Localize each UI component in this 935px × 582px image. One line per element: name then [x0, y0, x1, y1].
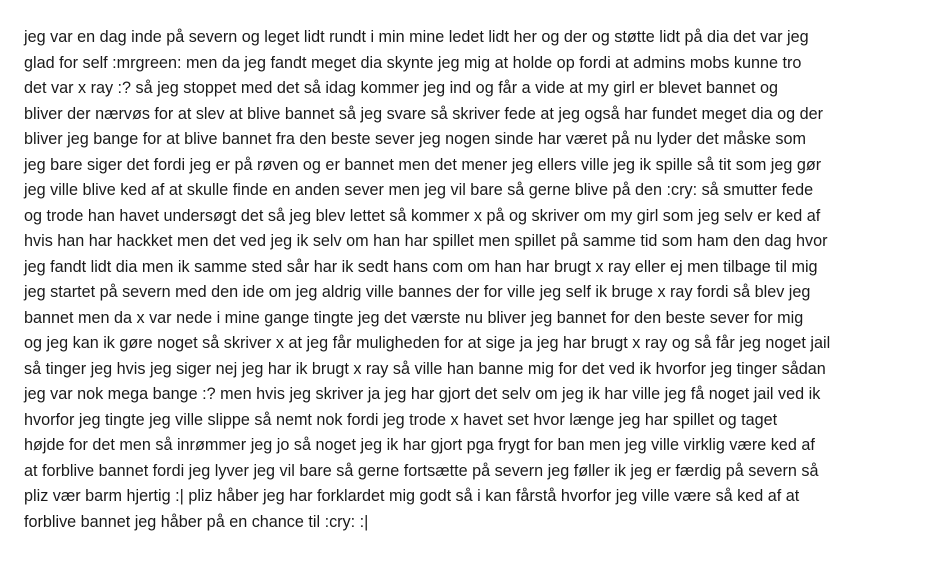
text-line: at forblive bannet fordi jeg lyver jeg vil bare så gerne fortsætte på severn jeg føller ik jeg er færdig på severn så	[24, 461, 819, 480]
text-line: jeg var nok mega bange :? men hvis jeg skriver ja jeg har gjort det selv om jeg ik har ville jeg få noget jail ved ik	[24, 385, 821, 403]
text-line: pliz vær barm hjertig :| pliz håber jeg har forklardet mig godt så i kan fårstå hvorfor jeg ville være så ked af at	[24, 487, 800, 505]
text-line: bliver jeg bange for at blive bannet fra den beste sever jeg nogen sinde har været på nu lyder det måske som	[24, 130, 806, 148]
text-line: jeg ville blive ked af at skulle finde en anden sever men jeg vil bare så gerne blive på den :cry: så smutter fede	[24, 181, 814, 199]
text-line: hvorfor jeg tingte jeg ville slippe så nemt nok fordi jeg trode x havet set hvor længe jeg har spillet og taget	[24, 410, 778, 429]
text-line: bannet men da x var nede i mine gange tingte jeg det værste nu bliver jeg bannet for den beste sever for mig	[24, 308, 804, 327]
text-line: jeg bare siger det fordi jeg er på røven og er bannet men det mener jeg ellers ville jeg ik spille så tit som jeg gør	[24, 155, 822, 174]
text-line: forblive bannet jeg håber på en chance til :cry: :|	[24, 512, 369, 531]
text-line: glad for self :mrgreen: men da jeg fandt meget dia skynte jeg mig at holde op fordi at admins mobs kunne tro	[24, 53, 802, 72]
text-line: og jeg kan ik gøre noget så skriver x at jeg får muligheden for at sige ja jeg har brugt x ray og så får jeg noget jail	[24, 334, 831, 352]
document-body[interactable]	[24, 25, 924, 535]
text-line: jeg var en dag inde på severn og leget lidt rundt i min mine ledet lidt her og der og støtte lidt på dia det var jeg	[24, 28, 809, 46]
text-line: og trode han havet undersøgt det så jeg blev lettet så kommer x på og skriver om my girl som jeg selv er ked af	[24, 206, 821, 225]
text-line: det var x ray :? så jeg stoppet med det så idag kommer jeg ind og får a vide at my girl er blevet bannet og	[24, 79, 779, 97]
text-line: bliver der nærvøs for at slev at blive bannet så jeg svare så skriver fede at jeg også har fundet meget dia og der	[24, 104, 824, 123]
text-line: jeg startet på severn med den ide om jeg aldrig ville bannes der for ville jeg self ik bruge x ray fordi så blev jeg	[24, 283, 811, 301]
text-line: jeg fandt lidt dia men ik samme sted sår har ik sedt hans com om han har brugt x ray eller ej men tilbage til mig	[24, 257, 818, 276]
text-line: så tinger jeg hvis jeg siger nej jeg har ik brugt x ray så ville han banne mig for det ved ik hvorfor jeg tinger sådan	[24, 359, 826, 378]
text-line: højde for det men så inrømmer jeg jo så noget jeg ik har gjort pga frygt for ban men jeg ville virklig være ked af	[24, 436, 815, 454]
text-line: hvis han har hackket men det ved jeg ik selv om han har spillet men spillet på samme tid som ham den dag hvor	[24, 232, 828, 250]
